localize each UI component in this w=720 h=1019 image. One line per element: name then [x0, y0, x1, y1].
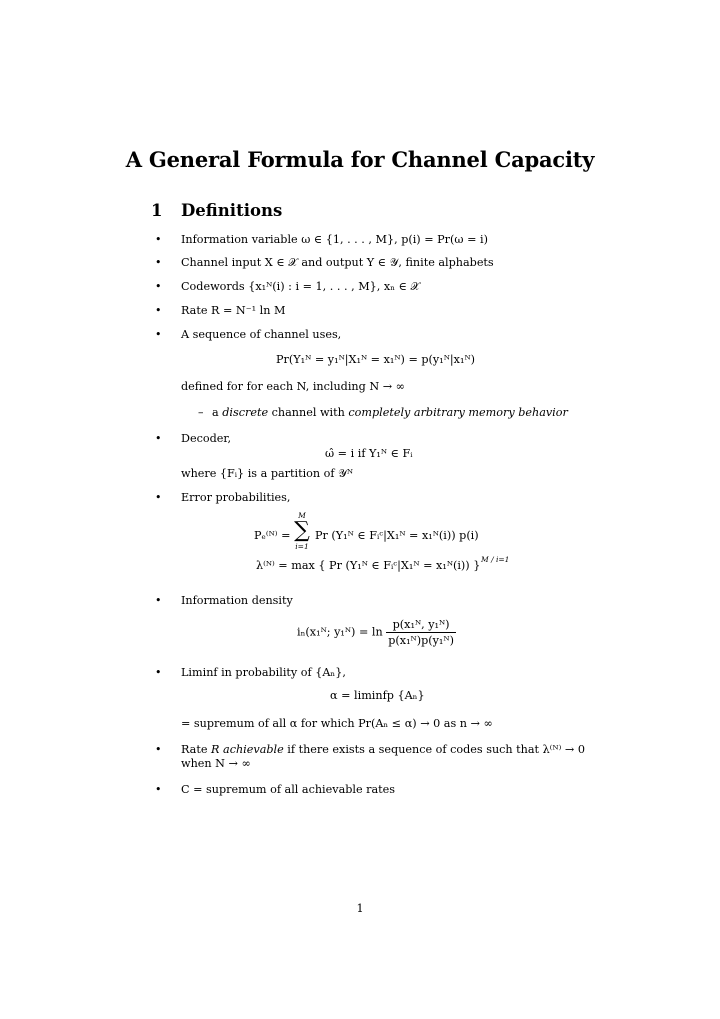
- sigma-icon: ∑: [294, 518, 310, 543]
- lambda-range: M / i=1: [481, 555, 510, 564]
- item-codewords: Codewords {x₁ᴺ(i) : i = 1, . . . , M}, xₙ ∈ 𝒳: [181, 280, 421, 293]
- achievable-word: achievable: [223, 743, 284, 756]
- text-supremum-alpha: = supremum of all α for which Pr(Aₙ ≤ α) → 0 as n → ∞: [181, 717, 493, 730]
- section-heading: [151, 201, 282, 220]
- equation-liminf: α = liminfp {Aₙ}: [330, 689, 425, 702]
- equation-lambda: λ⁽ᴺ⁾ = max { Pr (Y₁ᴺ ∈ Fᵢᶜ|X₁ᴺ = x₁ᴺ(i)) }: [256, 559, 481, 572]
- section-title: Definitions: [181, 201, 283, 220]
- id-numerator: p(x₁ᴺ, y₁ᴺ): [386, 618, 456, 633]
- document-title: A General Formula for Channel Capacity: [125, 147, 595, 172]
- id-fraction: [386, 618, 456, 647]
- bullet-icon: •: [155, 594, 162, 607]
- discrete-mid: channel with: [271, 406, 345, 419]
- sum-upper-limit: M: [298, 511, 306, 520]
- text-achievable-when: when N → ∞: [181, 757, 251, 770]
- item-achievable-rate: [181, 743, 585, 757]
- discrete-word: discrete: [222, 406, 269, 419]
- dash-icon: –: [198, 406, 204, 419]
- item-sequence-of-uses: A sequence of channel uses,: [181, 328, 342, 341]
- section-number: 1: [151, 201, 163, 220]
- item-liminf: Liminf in probability of {Aₙ},: [181, 666, 346, 679]
- sum-lower-limit: i=1: [295, 542, 309, 551]
- item-information-variable: Information variable ω ∈ {1, . . . , M}, p(i) = Pr(ω = i): [181, 233, 488, 246]
- subitem-discrete-channel: [212, 406, 568, 420]
- achievable-r: R: [211, 743, 220, 756]
- equation-decoder: ω̂ = i if Y₁ᴺ ∈ Fᵢ: [325, 447, 413, 460]
- equation-pe-lhs: Pₑ⁽ᴺ⁾ =: [254, 529, 291, 542]
- arbitrary-memory: completely arbitrary memory behavior: [348, 406, 568, 419]
- text-partition: where {Fᵢ} is a partition of 𝒴ᴺ: [181, 467, 354, 480]
- page-number: 1: [356, 902, 364, 915]
- bullet-icon: •: [155, 233, 162, 246]
- bullet-icon: •: [155, 666, 162, 679]
- item-channel-input-output: Channel input X ∈ 𝒳 and output Y ∈ 𝒴, finite alphabets: [181, 256, 494, 269]
- discrete-prefix: a: [212, 406, 219, 419]
- achievable-prefix: Rate: [181, 743, 208, 756]
- bullet-icon: •: [155, 743, 162, 756]
- item-decoder: Decoder,: [181, 432, 232, 445]
- item-information-density: Information density: [181, 594, 293, 607]
- bullet-icon: •: [155, 280, 162, 293]
- equation-pe-rhs: Pr (Y₁ᴺ ∈ Fᵢᶜ|X₁ᴺ = x₁ᴺ(i)) p(i): [315, 529, 479, 542]
- item-rate: Rate R = N⁻¹ ln M: [181, 304, 286, 317]
- item-capacity: C = supremum of all achievable rates: [181, 783, 396, 796]
- bullet-icon: •: [155, 783, 162, 796]
- equation-channel-law: Pr(Y₁ᴺ = y₁ᴺ|X₁ᴺ = x₁ᴺ) = p(y₁ᴺ|x₁ᴺ): [276, 353, 475, 366]
- bullet-icon: •: [155, 491, 162, 504]
- bullet-icon: •: [155, 328, 162, 341]
- bullet-icon: •: [155, 304, 162, 317]
- id-denominator: p(x₁ᴺ)p(y₁ᴺ): [388, 634, 454, 647]
- id-lhs: iₙ(x₁ᴺ; y₁ᴺ) = ln: [297, 625, 383, 639]
- bullet-icon: •: [155, 256, 162, 269]
- equation-information-density: [297, 618, 456, 647]
- achievable-condition: if there exists a sequence of codes such that λ⁽ᴺ⁾ → 0: [287, 743, 585, 756]
- bullet-icon: •: [155, 432, 162, 445]
- item-error-probabilities: Error probabilities,: [181, 491, 291, 504]
- summation: [293, 511, 311, 551]
- text-defined-for: defined for for each N, including N → ∞: [181, 380, 405, 393]
